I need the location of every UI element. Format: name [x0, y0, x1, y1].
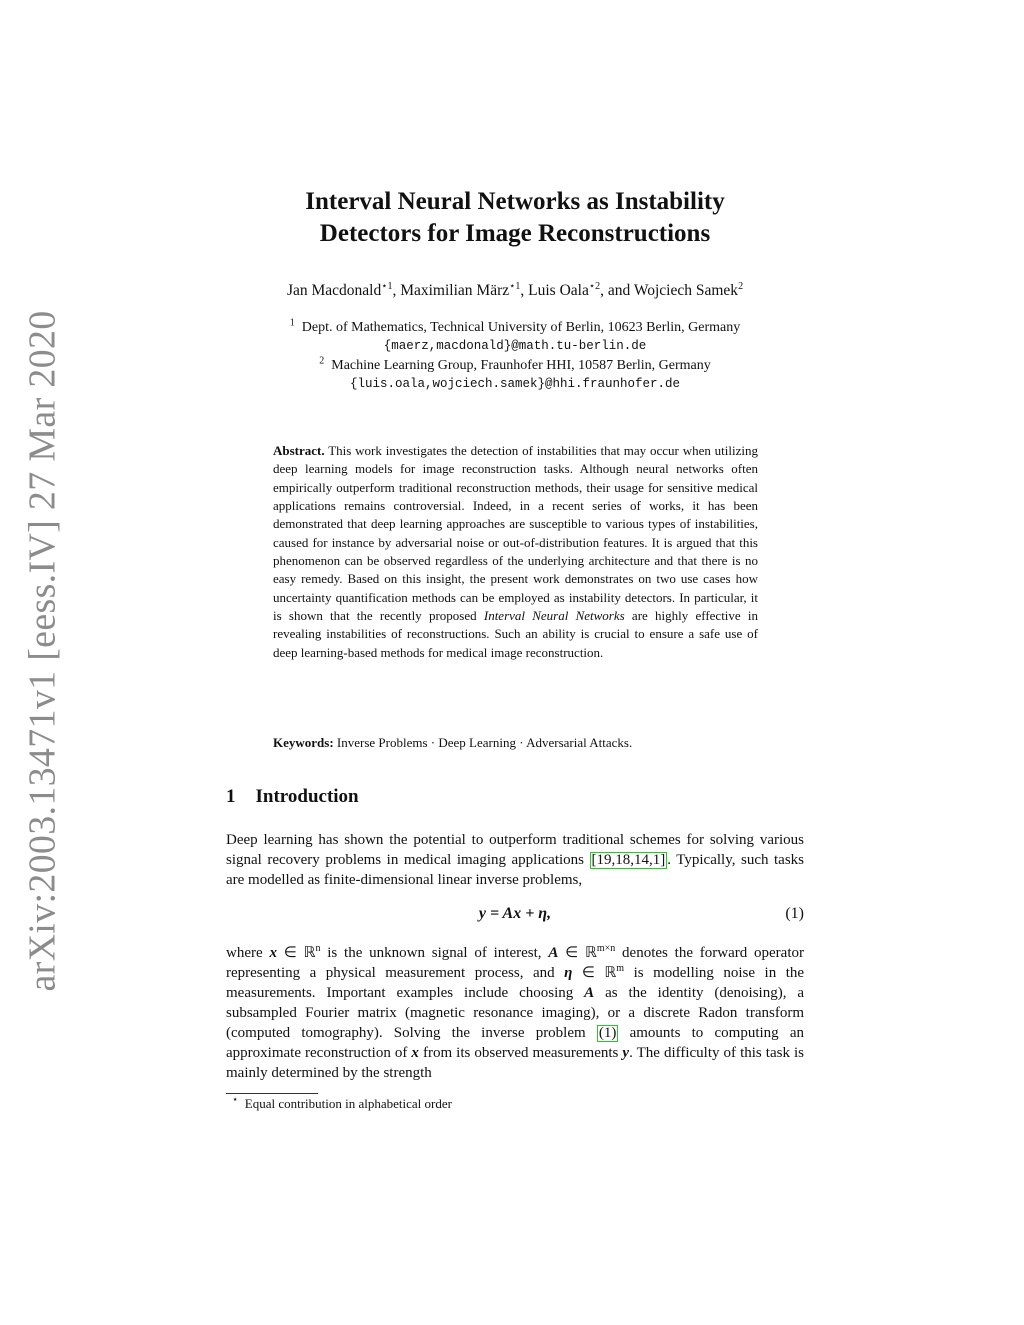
keywords: [273, 735, 758, 751]
abstract-label: Abstract.: [273, 443, 325, 458]
math-in-r: ∈ ℝ: [565, 945, 597, 961]
section-title: Introduction: [255, 786, 359, 807]
author-connector: and: [607, 282, 631, 299]
author-4: Wojciech Samek: [633, 282, 739, 299]
affiliation-1-email[interactable]: {maerz,macdonald}@math.tu-berlin.de: [383, 339, 647, 353]
affiliation-2-text: Machine Learning Group, Fraunhofer HHI, 10587 Berlin, Germany: [331, 358, 711, 373]
affiliations: [226, 318, 804, 394]
equation-number: (1): [785, 905, 804, 922]
affiliation-2-mark: 2: [319, 355, 325, 367]
equation-reference-link[interactable]: (1): [598, 1025, 617, 1041]
arxiv-side-stamp: [8, 310, 78, 992]
section-number: 1: [226, 786, 236, 807]
math-A: A: [548, 945, 559, 961]
author-1-mark: ⋆1: [381, 280, 393, 292]
math-sup-mn: m×n: [596, 943, 616, 954]
author-3: Luis Oala: [528, 282, 589, 299]
abstract-body-2: are highly effective in revealing instabilities of reconstructions. Such an ability is crucial to ensure a safe use of deep learning-based methods for medical image reconstruction.: [273, 608, 759, 660]
p2-text-6: from its observed measurements: [422, 1045, 619, 1061]
paper-title: [226, 186, 804, 250]
citation-link[interactable]: 1: [652, 852, 661, 868]
affiliation-1-mark: 1: [289, 317, 295, 329]
math-y: y: [622, 1045, 630, 1061]
abstract-body-1: This work investigates the detection of instabilities that may occur when utilizing deep learning models for image reconstruction tasks. Although neural networks often empirically outperform traditional reconstruction methods, their usage for sensitive medical applications remains controversial. Indeed, in a recent series of works, it has been demonstrated that deep learning approaches are susceptible to various types of instabilities, caused for instance by adversarial noise or out-of-distribution features. It is argued that this phenomenon can be observed regardless of the underlying architecture and that there is no easy remedy. Based on this insight, the present work demonstrates on two use cases how uncertainty quantification methods can be employed as instability detectors. In particular, it is shown that the recently proposed: [273, 443, 759, 624]
author-2: Maximilian März: [400, 282, 510, 299]
p2-text-3: is modelling noise in the measurements. Important examples include choosing: [226, 965, 805, 1001]
affiliation-1: [226, 318, 804, 337]
keywords-text: Inverse Problems · Deep Learning · Adversarial Attacks.: [336, 735, 633, 750]
author-3-mark: ⋆2: [588, 280, 601, 292]
p2-text-2: denotes the forward operator representing a physical measurement process, and: [226, 945, 804, 981]
title-line-2: Detectors for Image Reconstructions: [319, 220, 711, 247]
p2-where: where: [226, 945, 263, 961]
abstract-emphasis: Interval Neural Networks: [483, 608, 625, 624]
footnote-divider: [226, 1093, 318, 1094]
section-heading-introduction: [226, 786, 359, 808]
affiliation-2-email[interactable]: {luis.oala,wojciech.samek}@hhi.fraunhofer.de: [349, 377, 681, 391]
math-sup-n: n: [315, 943, 321, 954]
equation-body: y = Ax + η,: [478, 905, 552, 922]
p2-text-7: . The difficulty of this task is mainly determined by the strength: [226, 1045, 805, 1081]
citation-group: [19,18,14,1]: [591, 852, 666, 868]
citation-link[interactable]: 14: [634, 852, 650, 868]
math-in-r: ∈ ℝ: [283, 945, 316, 961]
keywords-label: Keywords:: [273, 735, 334, 750]
math-x: x: [411, 1045, 419, 1061]
affiliation-2: [226, 356, 804, 375]
arxiv-identifier: arXiv:2003.13471v1 [eess.IV] 27 Mar 2020: [22, 310, 65, 992]
intro-p1-text: Deep learning has shown the potential to outperform traditional schemes for solving various signal recovery problems in medical imaging applications: [226, 832, 804, 868]
author-1: Jan Macdonald: [286, 282, 382, 299]
math-sup-m: m: [616, 963, 625, 974]
footnote-mark: ⋆: [232, 1094, 239, 1106]
author-list: Jan Macdonald$^{⋆1}$, Maximilian März$^{⋆1}$, Luis Oala$^{⋆2}$, and Wojciech Samek$^2$: [286, 280, 744, 299]
math-x: x: [269, 945, 277, 961]
math-in-r: ∈ ℝ: [581, 965, 617, 981]
intro-p1-text-2: Typically, such tasks are modelled as finite-dimensional linear inverse problems,: [226, 852, 804, 888]
p2-text-4: as the identity (denoising), a subsampled Fourier matrix (magnetic resonance imaging), or a discrete Radon transform (computed tomography). Solving the inverse problem: [226, 985, 805, 1041]
p2-text-5: amounts to computing an approximate reconstruction of: [226, 1025, 805, 1061]
intro-paragraph-1: Deep learning has shown the potential to outperform traditional schemes for solving various signal recovery problems in medical imaging applications [19,18,14,1] . Typically, such tasks are modelled as finite-dimensional linear inverse problems,: [226, 832, 804, 888]
footnote-text: Equal contribution in alphabetical order: [244, 1096, 452, 1111]
citation-link[interactable]: 18: [615, 852, 631, 868]
intro-paragraph-2: [226, 943, 804, 1083]
author-4-mark: 2: [738, 280, 744, 292]
footnote: [232, 1096, 452, 1112]
p2-text-1: is the unknown signal of interest,: [327, 945, 542, 961]
author-2-mark: ⋆1: [509, 280, 521, 292]
math-eta: η: [564, 965, 573, 981]
citation-link[interactable]: 19: [596, 852, 612, 868]
abstract: [273, 442, 758, 662]
affiliation-1-text: Dept. of Mathematics, Technical University of Berlin, 10623 Berlin, Germany: [301, 320, 741, 335]
title-line-1: Interval Neural Networks as Instability: [305, 188, 725, 215]
math-A: A: [584, 985, 595, 1001]
